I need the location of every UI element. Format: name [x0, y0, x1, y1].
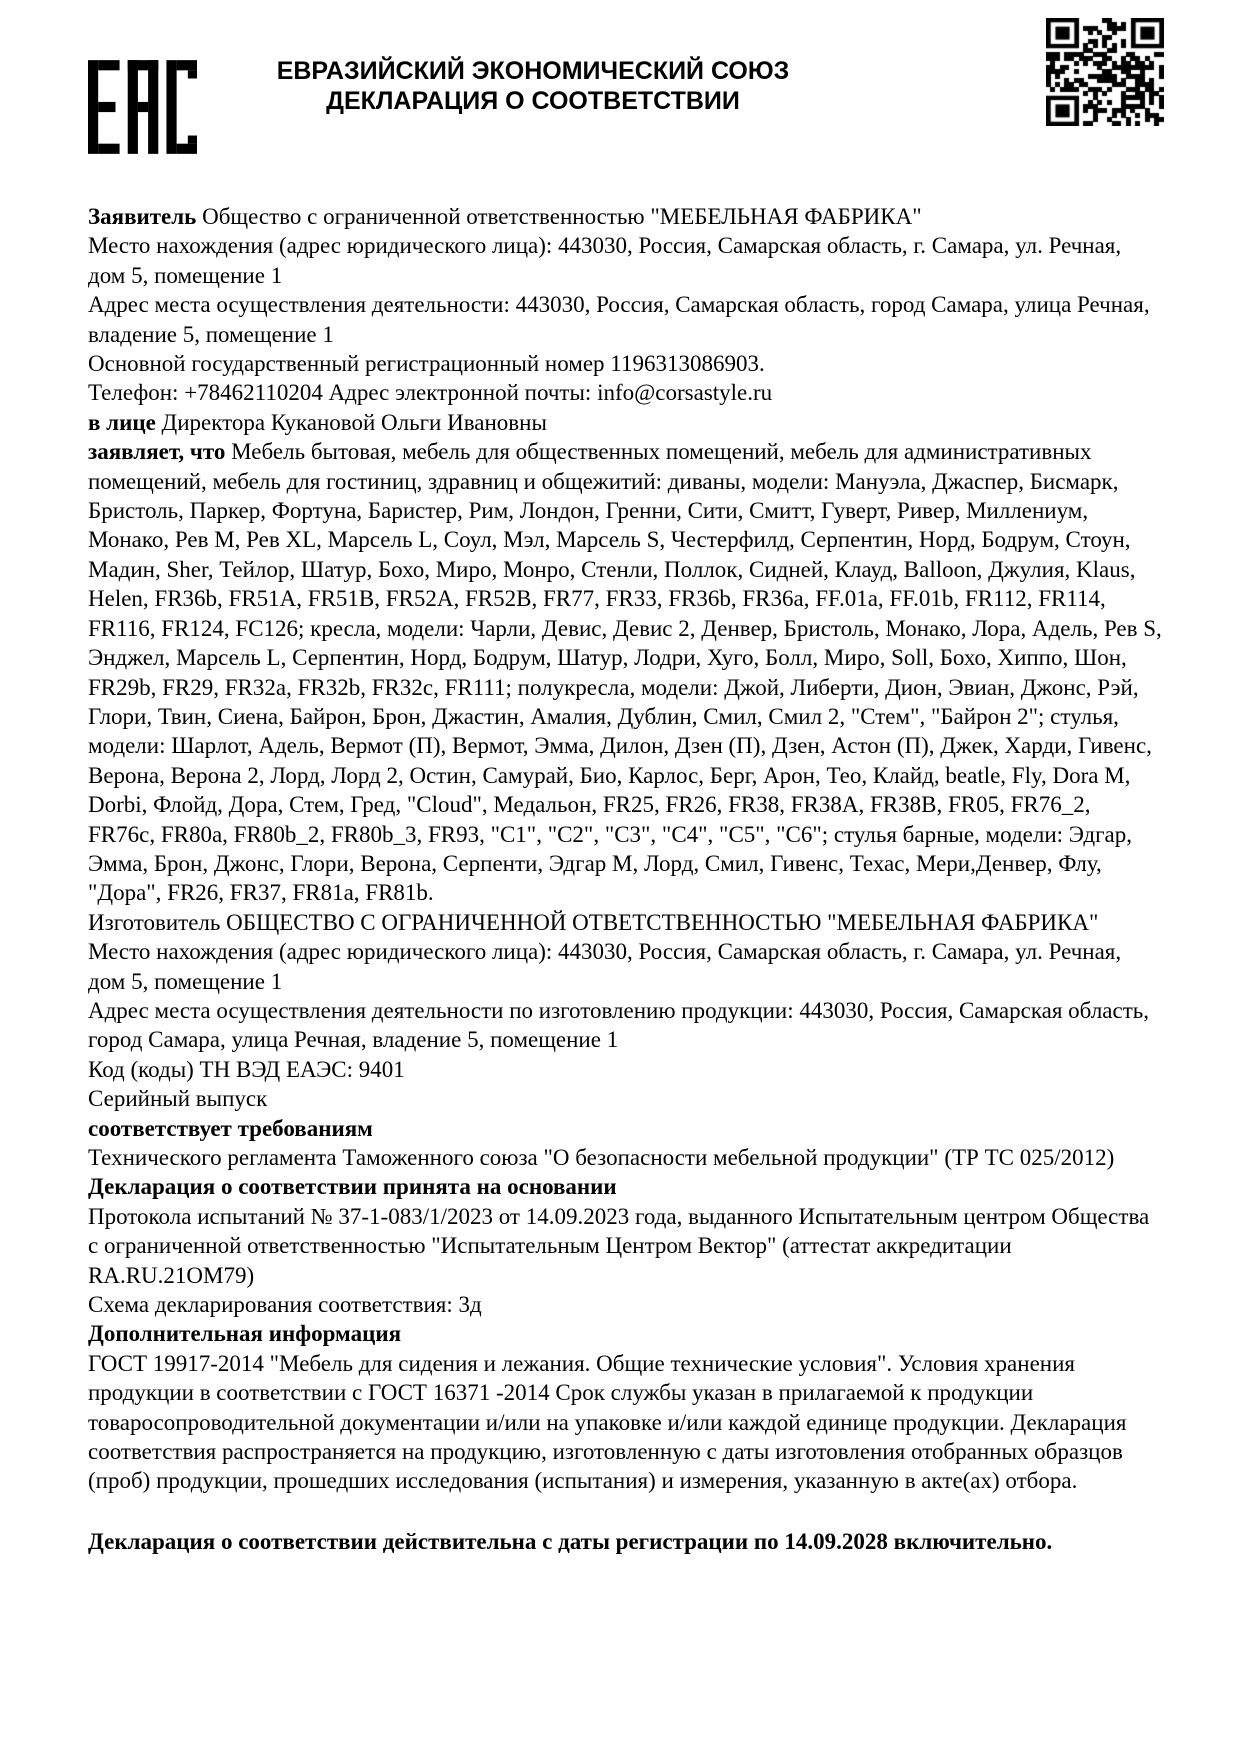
union-title: ЕВРАЗИЙСКИЙ ЭКОНОМИЧЕСКИЙ СОЮЗ	[276, 57, 790, 85]
technical-regulation: Технического регламента Таможенного союза "О безопасности мебельной продукции" (ТР ТС 025/2012)	[88, 1145, 1115, 1170]
validity-statement: Декларация о соответствии действительна с даты регистрации по 14.09.2028 включительно.	[88, 1528, 1053, 1554]
tnved-code: Код (коды) ТН ВЭД ЕАЭС: 9401	[88, 1056, 405, 1082]
basis-heading: Декларация о соответствии принята на основании	[88, 1174, 617, 1200]
conformity-heading: соответствует требованиям	[88, 1115, 373, 1141]
represented-by: в лице Директора Кукановой Ольги Ивановны	[88, 409, 547, 435]
additional-info-heading: Дополнительная информация	[88, 1321, 402, 1347]
product-declaration: заявляет, что Мебель бытовая, мебель для общественных помещений, мебель для административных помещений, мебель для гостиниц, здравниц и общежитий: диваны, модели: Мануэла, Джаспер, Бисмарк, Бристоль, Паркер, Фортуна, Баристер, Рим, Лондон, Гренни, Сити, Смитт, Гуверт, Ривер, Миллениум, Монако, Рев М, Рев XL, Марсель L, Соул, Мэл, Марсель S, Честерфилд, Серпентин, Норд, Бодрум, Стоун, Мадин, Sher, Тейлор, Шатур, Бохо, Миро, Монро, Стенли, Поллок, Сидней, Клауд, Balloon, Джулия, Klaus, Helen, FR36b, FR51A, FR51B, FR52A, FR52B, FR77, FR33, FR36b, FR36a, FF.01a, FF.01b, FR112, FR114, FR116, FR124, FC126; кресла, модели: Чарли, Девис, Девис 2, Денвер, Бристоль, Монако, Лора, Адель, Рев S, Энджел, Марсель L, Серпентин, Норд, Бодрум, Шатур, Лодри, Хуго, Болл, Миро, Soll, Бохо, Хиппо, Шон, FR29b, FR29, FR32a, FR32b, FR32c, FR111; полукресла, модели: Джой, Либерти, Дион, Эвиан, Джонс, Рэй, Глори, Твин, Сиена, Байрон, Брон, Джастин, Амалия, Дублин, Смил, Смил 2, "Стем", "Байрон 2"; стулья, модели: Шарлот, Адель, Вермот (П), Вермот, Эмма, Дилон, Дзен (П), Дзен, Астон (П), Джек, Харди, Гивенс, Верона, Верона 2, Лорд, Лорд 2, Остин, Самурай, Био, Карлос, Берг, Арон, Тео, Клайд, beatle, Fly, Dora M, Dorbi, Флойд, Дора, Стем, Гред, "Cloud", Медальон, FR25, FR26, FR38, FR38A, FR38B, FR05, FR76_2, FR76c, FR80a, FR80b_2, FR80b_3, FR93, "С1", "С2", "С3", "С4", "С5", "С6"; стулья барные, модели: Эдгар, Эмма, Брон, Джонс, Глори, Верона, Серпенти, Эдгар М, Лорд, Смил, Гивенс, Техас, Мери,Денвер, Флу, "Дора", FR26, FR37, FR81a, FR81b.	[88, 439, 1162, 906]
applicant-legal-address: Место нахождения (адрес юридического лица): 443030, Россия, Самарская область, г. Самара, ул. Речная, дом 5, помещение 1	[88, 233, 1122, 288]
applicant-activity-address: Адрес места осуществления деятельности: 443030, Россия, Самарская область, город Самара, улица Речная, владение 5, помещение 1	[88, 292, 1150, 347]
document-body	[88, 202, 1162, 1556]
document-title: ДЕКЛАРАЦИЯ О СООТВЕТСТВИИ	[326, 87, 740, 115]
contact-info: Телефон: +78462110204 Адрес электронной почты: info@corsastyle.ru	[88, 380, 773, 406]
applicant-paragraph: Заявитель Общество с ограниченной ответственностью "МЕБЕЛЬНАЯ ФАБРИКА"	[88, 204, 922, 229]
ogrn-number: Основной государственный регистрационный номер 1196313086903.	[88, 351, 765, 377]
manufacturer-activity-address: Адрес места осуществления деятельности по изготовлению продукции: 443030, Россия, Самарская область, город Самара, улица Речная, владение 5, помещение 1	[88, 997, 1149, 1053]
manufacturer-legal-address: Место нахождения (адрес юридического лица): 443030, Россия, Самарская область, г. Самара, ул. Речная, дом 5, помещение 1	[88, 939, 1122, 994]
manufacturer-paragraph: Изготовитель ОБЩЕСТВО С ОГРАНИЧЕННОЙ ОТВЕТСТВЕННОСТЬЮ "МЕБЕЛЬНАЯ ФАБРИКА"	[88, 909, 1099, 935]
additional-info-text: ГОСТ 19917-2014 "Мебель для сидения и лежания. Общие технические условия". Условия хранения продукции в соответствии с ГОСТ 16371 -2014 Срок службы указан в прилагаемой к продукции товаросопроводительной документации и/или на упаковке и/или каждой единице продукции. Декларация соответствия распространяется на продукцию, изготовленную с даты изготовления отобранных образцов (проб) продукции, прошедших исследования (испытания) и измерения, указанную в акте(ах) отбора.	[88, 1350, 1127, 1494]
test-protocol: Протокола испытаний № 37-1-083/1/2023 от 14.09.2023 года, выданного Испытательным центром Общества с ограниченной ответственностью "Испытательным Центром Вектор" (аттестат аккредитации RA.RU.21ОМ79)	[88, 1203, 1150, 1288]
document-header	[88, 56, 978, 116]
qr-code-icon	[1046, 18, 1164, 126]
declaration-scheme: Схема декларирования соответствия: 3д	[88, 1292, 482, 1318]
serial-production: Серийный выпуск	[88, 1086, 268, 1112]
